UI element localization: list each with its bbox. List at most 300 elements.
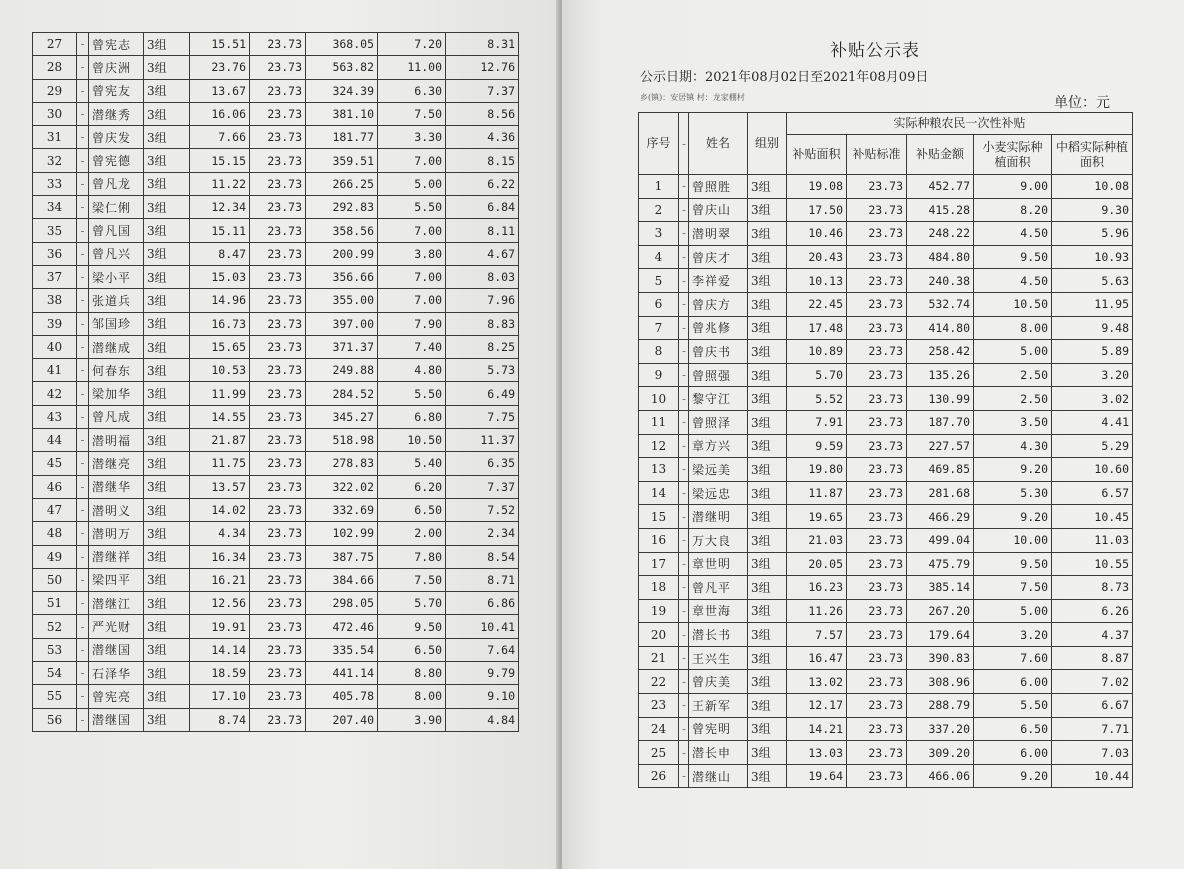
row-spacer: -	[77, 405, 89, 428]
rice-area: 6.26	[1052, 599, 1133, 623]
subsidy-amount: 397.00	[306, 312, 378, 335]
row-spacer: -	[77, 708, 89, 731]
wheat-area: 6.50	[378, 638, 446, 661]
wheat-area: 8.80	[378, 662, 446, 685]
wheat-area: 7.50	[378, 568, 446, 591]
row-spacer: -	[679, 528, 689, 552]
subsidy-standard: 23.73	[250, 592, 306, 615]
row-spacer: -	[679, 292, 689, 316]
group-label: 3组	[144, 196, 190, 219]
group-label: 3组	[144, 265, 190, 288]
rice-area: 4.37	[1052, 623, 1133, 647]
subsidy-amount: 469.85	[907, 458, 974, 482]
row-spacer: -	[77, 662, 89, 685]
row-spacer: -	[679, 387, 689, 411]
table-row	[33, 56, 519, 79]
subsidy-area: 19.08	[787, 175, 847, 199]
subsidy-area: 11.75	[190, 452, 250, 475]
table-row	[33, 265, 519, 288]
row-number: 48	[33, 522, 77, 545]
row-number: 41	[33, 359, 77, 382]
table-row	[33, 196, 519, 219]
row-spacer: -	[77, 126, 89, 149]
group-label: 3组	[144, 615, 190, 638]
row-spacer: -	[77, 429, 89, 452]
farmer-name: 梁四平	[89, 568, 144, 591]
row-spacer: -	[679, 175, 689, 199]
subsidy-area: 8.74	[190, 708, 250, 731]
rice-area: 10.45	[1052, 505, 1133, 529]
rice-area: 4.41	[1052, 410, 1133, 434]
subsidy-amount: 179.64	[907, 623, 974, 647]
group-label: 3组	[748, 363, 787, 387]
rice-area: 10.08	[1052, 175, 1133, 199]
subsidy-standard: 23.73	[250, 522, 306, 545]
subsidy-area: 14.02	[190, 498, 250, 521]
subsidy-area: 5.52	[787, 387, 847, 411]
row-number: 8	[639, 340, 679, 364]
rice-area: 9.48	[1052, 316, 1133, 340]
group-label: 3组	[748, 269, 787, 293]
wheat-area: 6.00	[974, 670, 1052, 694]
table-row	[639, 363, 1133, 387]
farmer-name: 曾庆洲	[89, 56, 144, 79]
farmer-name: 曾宪明	[689, 717, 748, 741]
table-row	[33, 452, 519, 475]
farmer-name: 曾庆方	[689, 292, 748, 316]
table-row	[33, 592, 519, 615]
subsidy-standard: 23.73	[847, 269, 907, 293]
group-label: 3组	[144, 405, 190, 428]
subsidy-standard: 23.73	[250, 568, 306, 591]
subsidy-amount: 292.83	[306, 196, 378, 219]
table-row	[33, 615, 519, 638]
table-row	[33, 172, 519, 195]
wheat-area: 6.00	[974, 741, 1052, 765]
row-number: 42	[33, 382, 77, 405]
wheat-area: 3.80	[378, 242, 446, 265]
row-number: 44	[33, 429, 77, 452]
group-label: 3组	[144, 429, 190, 452]
wheat-area: 10.50	[974, 292, 1052, 316]
group-label: 3组	[144, 662, 190, 685]
rice-area: 7.71	[1052, 717, 1133, 741]
farmer-name: 梁加华	[89, 382, 144, 405]
farmer-name: 曾宪亮	[89, 685, 144, 708]
table-row	[33, 126, 519, 149]
rice-area: 5.73	[446, 359, 519, 382]
farmer-name: 何春东	[89, 359, 144, 382]
rice-area: 6.84	[446, 196, 519, 219]
rice-area: 3.20	[1052, 363, 1133, 387]
header-no: 序号	[639, 113, 679, 175]
subsidy-area: 15.65	[190, 335, 250, 358]
table-row	[33, 685, 519, 708]
subsidy-standard: 23.73	[847, 434, 907, 458]
rice-area: 8.71	[446, 568, 519, 591]
subsidy-amount: 381.10	[306, 102, 378, 125]
header-rice-area: 中稻实际种植面积	[1052, 135, 1133, 175]
group-label: 3组	[144, 56, 190, 79]
subsidy-amount: 281.68	[907, 481, 974, 505]
wheat-area: 10.00	[974, 528, 1052, 552]
table-row	[639, 694, 1133, 718]
wheat-area: 9.20	[974, 764, 1052, 788]
row-number: 31	[33, 126, 77, 149]
farmer-name: 王兴生	[689, 646, 748, 670]
subsidy-amount: 187.70	[907, 410, 974, 434]
table-row	[639, 576, 1133, 600]
subsidy-area: 16.73	[190, 312, 250, 335]
farmer-name: 曾庆山	[689, 198, 748, 222]
header-wheat-area: 小麦实际种植面积	[974, 135, 1052, 175]
farmer-name: 潜明翠	[689, 222, 748, 246]
rice-area: 6.35	[446, 452, 519, 475]
subsidy-amount: 359.51	[306, 149, 378, 172]
row-spacer: -	[679, 434, 689, 458]
rice-area: 10.44	[1052, 764, 1133, 788]
group-label: 3组	[748, 410, 787, 434]
group-label: 3组	[748, 717, 787, 741]
subsidy-standard: 23.73	[847, 198, 907, 222]
subsidy-amount: 405.78	[306, 685, 378, 708]
table-row	[33, 708, 519, 731]
group-label: 3组	[748, 670, 787, 694]
rice-area: 9.79	[446, 662, 519, 685]
row-spacer: -	[77, 265, 89, 288]
farmer-name: 王新军	[689, 694, 748, 718]
row-spacer: -	[679, 717, 689, 741]
header-area: 补贴面积	[787, 135, 847, 175]
wheat-area: 3.30	[378, 126, 446, 149]
rice-area: 8.87	[1052, 646, 1133, 670]
subsidy-standard: 23.73	[847, 505, 907, 529]
farmer-name: 曾宪志	[89, 33, 144, 56]
subsidy-amount: 240.38	[907, 269, 974, 293]
table-row	[639, 481, 1133, 505]
subsidy-standard: 23.73	[847, 410, 907, 434]
table-row	[639, 340, 1133, 364]
group-label: 3组	[144, 172, 190, 195]
row-number: 23	[639, 694, 679, 718]
wheat-area: 6.50	[378, 498, 446, 521]
subsidy-area: 13.03	[787, 741, 847, 765]
row-spacer: -	[77, 382, 89, 405]
group-label: 3组	[144, 219, 190, 242]
row-number: 20	[639, 623, 679, 647]
farmer-name: 曾庆书	[689, 340, 748, 364]
subsidy-amount: 130.99	[907, 387, 974, 411]
farmer-name: 曾凡成	[89, 405, 144, 428]
subsidy-amount: 266.25	[306, 172, 378, 195]
subsidy-standard: 23.73	[847, 717, 907, 741]
row-spacer: -	[679, 481, 689, 505]
table-row	[639, 670, 1133, 694]
rice-area: 8.11	[446, 219, 519, 242]
subsidy-area: 11.26	[787, 599, 847, 623]
row-number: 17	[639, 552, 679, 576]
subsidy-table	[638, 112, 1133, 788]
subsidy-amount: 355.00	[306, 289, 378, 312]
group-label: 3组	[748, 552, 787, 576]
wheat-area: 7.60	[974, 646, 1052, 670]
township-village-line: 乡(镇)：安居镇 村：龙家棚村	[640, 93, 745, 102]
table-row	[33, 289, 519, 312]
group-label: 3组	[748, 175, 787, 199]
group-label: 3组	[144, 312, 190, 335]
rice-area: 6.86	[446, 592, 519, 615]
subsidy-area: 7.91	[787, 410, 847, 434]
rice-area: 7.64	[446, 638, 519, 661]
group-label: 3组	[144, 126, 190, 149]
subsidy-area: 17.50	[787, 198, 847, 222]
rice-area: 10.60	[1052, 458, 1133, 482]
wheat-area: 10.50	[378, 429, 446, 452]
row-number: 6	[639, 292, 679, 316]
row-spacer: -	[77, 475, 89, 498]
row-spacer: -	[679, 222, 689, 246]
subsidy-table-continued	[32, 32, 519, 732]
farmer-name: 章方兴	[689, 434, 748, 458]
wheat-area: 5.50	[974, 694, 1052, 718]
subsidy-standard: 23.73	[250, 335, 306, 358]
row-number: 39	[33, 312, 77, 335]
subsidy-area: 17.48	[787, 316, 847, 340]
farmer-name: 章世海	[689, 599, 748, 623]
subsidy-area: 8.47	[190, 242, 250, 265]
row-spacer: -	[77, 289, 89, 312]
table-row	[33, 429, 519, 452]
rice-area: 8.83	[446, 312, 519, 335]
wheat-area: 7.50	[974, 576, 1052, 600]
rice-area: 7.75	[446, 405, 519, 428]
subsidy-amount: 345.27	[306, 405, 378, 428]
row-number: 14	[639, 481, 679, 505]
row-spacer: -	[679, 670, 689, 694]
rice-area: 11.03	[1052, 528, 1133, 552]
row-number: 13	[639, 458, 679, 482]
wheat-area: 7.00	[378, 219, 446, 242]
wheat-area: 7.40	[378, 335, 446, 358]
subsidy-area: 4.34	[190, 522, 250, 545]
wheat-area: 7.00	[378, 289, 446, 312]
rice-area: 6.22	[446, 172, 519, 195]
group-label: 3组	[748, 198, 787, 222]
wheat-area: 7.50	[378, 102, 446, 125]
subsidy-amount: 332.69	[306, 498, 378, 521]
rice-area: 6.67	[1052, 694, 1133, 718]
row-spacer: -	[679, 694, 689, 718]
rice-area: 7.96	[446, 289, 519, 312]
row-spacer: -	[77, 568, 89, 591]
row-number: 35	[33, 219, 77, 242]
subsidy-area: 13.02	[787, 670, 847, 694]
subsidy-area: 19.80	[787, 458, 847, 482]
row-spacer: -	[679, 623, 689, 647]
subsidy-amount: 258.42	[907, 340, 974, 364]
group-label: 3组	[748, 292, 787, 316]
row-spacer: -	[679, 340, 689, 364]
row-spacer: -	[679, 741, 689, 765]
table-row	[33, 102, 519, 125]
farmer-name: 张道兵	[89, 289, 144, 312]
table-row	[33, 219, 519, 242]
subsidy-area: 15.51	[190, 33, 250, 56]
subsidy-amount: 385.14	[907, 576, 974, 600]
subsidy-area: 9.59	[787, 434, 847, 458]
row-spacer: -	[77, 242, 89, 265]
subsidy-standard: 23.73	[250, 475, 306, 498]
row-spacer: -	[77, 592, 89, 615]
subsidy-amount: 532.74	[907, 292, 974, 316]
group-label: 3组	[748, 764, 787, 788]
table-header	[639, 113, 1133, 175]
subsidy-amount: 135.26	[907, 363, 974, 387]
table-row	[639, 387, 1133, 411]
group-label: 3组	[748, 623, 787, 647]
rice-area: 10.41	[446, 615, 519, 638]
subsidy-amount: 441.14	[306, 662, 378, 685]
row-number: 11	[639, 410, 679, 434]
table-row	[639, 410, 1133, 434]
subsidy-amount: 472.46	[306, 615, 378, 638]
table-row	[639, 245, 1133, 269]
farmer-name: 潜继国	[89, 708, 144, 731]
rice-area: 4.36	[446, 126, 519, 149]
table-row	[33, 312, 519, 335]
subsidy-amount: 387.75	[306, 545, 378, 568]
table-row	[33, 475, 519, 498]
table-row	[33, 662, 519, 685]
row-number: 51	[33, 592, 77, 615]
wheat-area: 7.00	[378, 265, 446, 288]
row-number: 9	[639, 363, 679, 387]
subsidy-standard: 23.73	[250, 102, 306, 125]
rice-area: 5.89	[1052, 340, 1133, 364]
subsidy-standard: 23.73	[250, 708, 306, 731]
subsidy-area: 7.57	[787, 623, 847, 647]
rice-area: 6.57	[1052, 481, 1133, 505]
row-number: 21	[639, 646, 679, 670]
farmer-name: 李祥爱	[689, 269, 748, 293]
table-row	[639, 599, 1133, 623]
subsidy-standard: 23.73	[847, 599, 907, 623]
wheat-area: 2.00	[378, 522, 446, 545]
rice-area: 7.52	[446, 498, 519, 521]
table-row	[33, 405, 519, 428]
subsidy-standard: 23.73	[250, 405, 306, 428]
row-number: 16	[639, 528, 679, 552]
farmer-name: 潜继华	[89, 475, 144, 498]
farmer-name: 曾照泽	[689, 410, 748, 434]
row-number: 40	[33, 335, 77, 358]
subsidy-standard: 23.73	[250, 79, 306, 102]
wheat-area: 5.50	[378, 382, 446, 405]
subsidy-standard: 23.73	[847, 245, 907, 269]
row-number: 15	[639, 505, 679, 529]
table-row	[639, 528, 1133, 552]
subsidy-amount: 102.99	[306, 522, 378, 545]
group-label: 3组	[748, 741, 787, 765]
subsidy-standard: 23.73	[847, 458, 907, 482]
row-number: 25	[639, 741, 679, 765]
subsidy-area: 11.99	[190, 382, 250, 405]
row-spacer: -	[77, 56, 89, 79]
subsidy-area: 10.53	[190, 359, 250, 382]
subsidy-area: 10.89	[787, 340, 847, 364]
row-number: 55	[33, 685, 77, 708]
rice-area: 11.95	[1052, 292, 1133, 316]
subsidy-area: 21.87	[190, 429, 250, 452]
subsidy-standard: 23.73	[847, 694, 907, 718]
table-row	[639, 175, 1133, 199]
table-row	[639, 552, 1133, 576]
row-number: 50	[33, 568, 77, 591]
row-number: 1	[639, 175, 679, 199]
subsidy-amount: 484.80	[907, 245, 974, 269]
subsidy-area: 12.34	[190, 196, 250, 219]
farmer-name: 潜明万	[89, 522, 144, 545]
row-spacer: -	[77, 219, 89, 242]
rice-area: 10.93	[1052, 245, 1133, 269]
row-spacer: -	[77, 196, 89, 219]
row-number: 30	[33, 102, 77, 125]
row-number: 28	[33, 56, 77, 79]
wheat-area: 9.50	[974, 552, 1052, 576]
subsidy-area: 11.87	[787, 481, 847, 505]
wheat-area: 3.90	[378, 708, 446, 731]
wheat-area: 9.20	[974, 458, 1052, 482]
subsidy-amount: 518.98	[306, 429, 378, 452]
table-row	[639, 505, 1133, 529]
group-label: 3组	[144, 335, 190, 358]
row-number: 37	[33, 265, 77, 288]
farmer-name: 梁仁俐	[89, 196, 144, 219]
row-number: 33	[33, 172, 77, 195]
subsidy-area: 14.21	[787, 717, 847, 741]
group-label: 3组	[748, 458, 787, 482]
row-spacer: -	[77, 359, 89, 382]
table-row	[639, 717, 1133, 741]
table-row	[33, 242, 519, 265]
subsidy-area: 23.76	[190, 56, 250, 79]
subsidy-area: 17.10	[190, 685, 250, 708]
wheat-area: 4.80	[378, 359, 446, 382]
wheat-area: 6.80	[378, 405, 446, 428]
subsidy-standard: 23.73	[250, 33, 306, 56]
table-row	[33, 335, 519, 358]
subsidy-amount: 368.05	[306, 33, 378, 56]
group-label: 3组	[748, 576, 787, 600]
subsidy-standard: 23.73	[250, 242, 306, 265]
subsidy-standard: 23.73	[250, 452, 306, 475]
rice-area: 3.02	[1052, 387, 1133, 411]
subsidy-standard: 23.73	[847, 363, 907, 387]
subsidy-standard: 23.73	[250, 56, 306, 79]
wheat-area: 6.30	[378, 79, 446, 102]
group-label: 3组	[144, 475, 190, 498]
subsidy-standard: 23.73	[250, 615, 306, 638]
subsidy-area: 14.55	[190, 405, 250, 428]
farmer-name: 潜继秀	[89, 102, 144, 125]
row-spacer: -	[679, 410, 689, 434]
subsidy-area: 16.21	[190, 568, 250, 591]
subsidy-standard: 23.73	[847, 387, 907, 411]
row-number: 7	[639, 316, 679, 340]
subsidy-area: 5.70	[787, 363, 847, 387]
row-spacer: -	[77, 312, 89, 335]
farmer-name: 曾庆发	[89, 126, 144, 149]
